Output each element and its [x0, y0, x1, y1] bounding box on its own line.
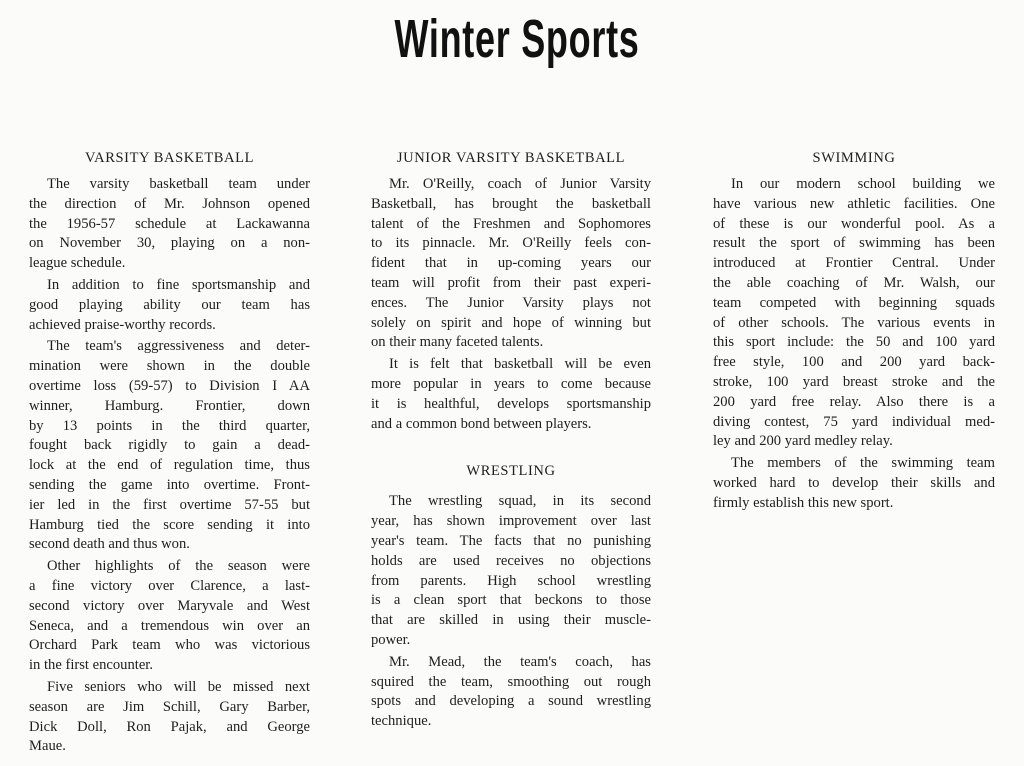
- text-line: the able coaching of Mr. Walsh, our: [713, 274, 995, 291]
- text-line: year, has shown improvement over last: [371, 513, 651, 530]
- text-line: ley and 200 yard medley relay.: [713, 433, 893, 450]
- text-line: 200 yard free relay. Also there is a: [713, 393, 995, 410]
- section-body: [371, 492, 651, 732]
- text-line: spots and developing a sound wrestling: [371, 693, 651, 710]
- text-line: The varsity basketball team under: [47, 176, 310, 192]
- text-line: technique.: [371, 713, 432, 730]
- text-line: and a common bond between players.: [371, 415, 592, 432]
- text-line: Basketball, has brought the basketball: [371, 195, 651, 212]
- text-line: free style, 100 and 200 yard back-: [713, 354, 995, 371]
- text-line: ier led in the first overtime 57-55 but: [29, 496, 310, 513]
- text-line: to its pinnacle. Mr. O'Reilly feels con-: [371, 235, 651, 252]
- text-line: The wrestling squad, in its second: [389, 493, 651, 510]
- text-line: team competed with beginning squads: [713, 294, 995, 311]
- text-line: introduced at Frontier Central. Under: [713, 255, 995, 272]
- text-line: league schedule.: [29, 255, 126, 272]
- text-line: by 13 points in the third quarter,: [29, 417, 310, 434]
- text-line: sending the game into overtime. Front-: [29, 476, 310, 493]
- text-line: The members of the swimming team: [731, 455, 995, 472]
- paragraph: [713, 175, 995, 452]
- text-line: mination were shown in the double: [29, 358, 310, 375]
- text-line: Hamburg tied the score sending it into: [29, 516, 310, 533]
- text-line: that are skilled in using their muscle-: [371, 612, 651, 629]
- text-line: in the first encounter.: [29, 657, 154, 674]
- section-heading-swimming: SWIMMING: [812, 150, 896, 166]
- paragraph: [29, 175, 310, 274]
- text-line: is a clean sport that beckons to those: [371, 592, 651, 609]
- text-line: firmly establish this new sport.: [713, 494, 894, 511]
- text-line: a fine victory over Clarence, a last-: [29, 577, 310, 594]
- section-body: [713, 175, 995, 514]
- text-line: Mr. Mead, the team's coach, has: [389, 653, 651, 670]
- text-line: this sport include: the 50 and 100 yard: [713, 334, 995, 351]
- text-line: ences. The Junior Varsity plays not: [371, 294, 651, 311]
- text-line: winner, Hamburg. Frontier, down: [29, 397, 310, 414]
- section-body: [29, 175, 310, 757]
- text-line: holds are used receives no objections: [371, 552, 651, 569]
- text-line: stroke, 100 yard breast stroke and the: [713, 373, 995, 390]
- paragraph: [371, 355, 651, 434]
- text-line: Orchard Park team who was victorious: [29, 637, 310, 654]
- text-line: on November 30, playing on a non-: [29, 235, 310, 252]
- text-line: have various new athletic facilities. One: [713, 195, 995, 212]
- text-line: on their many faceted talents.: [371, 334, 544, 351]
- paragraph: [371, 175, 651, 353]
- text-line: overtime loss (59-57) to Division I AA: [29, 377, 310, 394]
- text-line: talent of the Freshmen and Sophomores: [371, 215, 651, 232]
- text-line: second victory over Maryvale and West: [29, 597, 310, 614]
- paragraph: [29, 557, 310, 676]
- text-line: In addition to fine sportsmanship and: [47, 276, 310, 293]
- text-line: Other highlights of the season were: [47, 558, 310, 575]
- paragraph: [29, 678, 310, 757]
- column-junior-varsity-and-wrestling: [371, 148, 651, 734]
- paragraph: [713, 454, 995, 513]
- section-heading-varsity-basketball: VARSITY BASKETBALL: [84, 150, 255, 166]
- text-line: solely on spirit and hope of winning but: [371, 314, 651, 331]
- text-line: year's team. The facts that no punishing: [371, 532, 651, 549]
- text-line: power.: [371, 631, 411, 648]
- text-line: from parents. High school wrestling: [371, 572, 651, 589]
- text-line: Mr. O'Reilly, coach of Junior Varsity: [389, 176, 651, 192]
- text-line: In our modern school building we: [731, 176, 995, 192]
- text-line: achieved praise-worthy records.: [29, 316, 216, 333]
- text-line: Dick Doll, Ron Pajak, and George: [29, 718, 310, 735]
- text-line: Maue.: [29, 738, 66, 755]
- text-line: result the sport of swimming has been: [713, 235, 995, 252]
- text-line: squired the team, smoothing out rough: [371, 673, 651, 690]
- page-title: Winter Sports: [394, 8, 640, 69]
- paragraph: [29, 276, 310, 335]
- section-body: [371, 175, 651, 434]
- column-swimming: [713, 148, 995, 516]
- text-line: second death and thus won.: [29, 536, 190, 553]
- paragraph: [371, 653, 651, 732]
- text-line: It is felt that basketball will be even: [389, 356, 651, 373]
- text-line: Seneca, and a tremendous win over an: [29, 617, 310, 634]
- text-line: of these is our wonderful pool. As a: [713, 215, 995, 232]
- text-line: fident that in up-coming years our: [371, 255, 651, 272]
- text-line: fought back rigidly to gain a dead-: [29, 437, 310, 454]
- column-varsity-basketball: [29, 148, 310, 759]
- section-heading-junior-varsity-basketball: JUNIOR VARSITY BASKETBALL: [396, 150, 626, 166]
- text-line: Five seniors who will be missed next: [47, 678, 310, 695]
- paragraph: [371, 492, 651, 650]
- text-line: The team's aggressiveness and deter-: [47, 338, 310, 355]
- text-line: of other schools. The various events in: [713, 314, 995, 331]
- text-line: lock at the end of regulation time, thus: [29, 457, 310, 474]
- text-line: the 1956-57 schedule at Lackawanna: [29, 215, 310, 232]
- text-line: more popular in years to come because: [371, 375, 651, 392]
- text-line: diving contest, 75 yard individual med-: [713, 413, 995, 430]
- text-line: worked hard to develop their skills and: [713, 474, 995, 491]
- paragraph: [29, 337, 310, 555]
- text-line: the direction of Mr. Johnson opened: [29, 195, 310, 212]
- section-heading-wrestling: WRESTLING: [466, 463, 556, 480]
- text-line: season are Jim Schill, Gary Barber,: [29, 698, 310, 715]
- text-line: good playing ability our team has: [29, 296, 310, 313]
- text-line: it is healthful, develops sportsmanship: [371, 395, 651, 412]
- text-line: team will profit from their past experi-: [371, 274, 651, 291]
